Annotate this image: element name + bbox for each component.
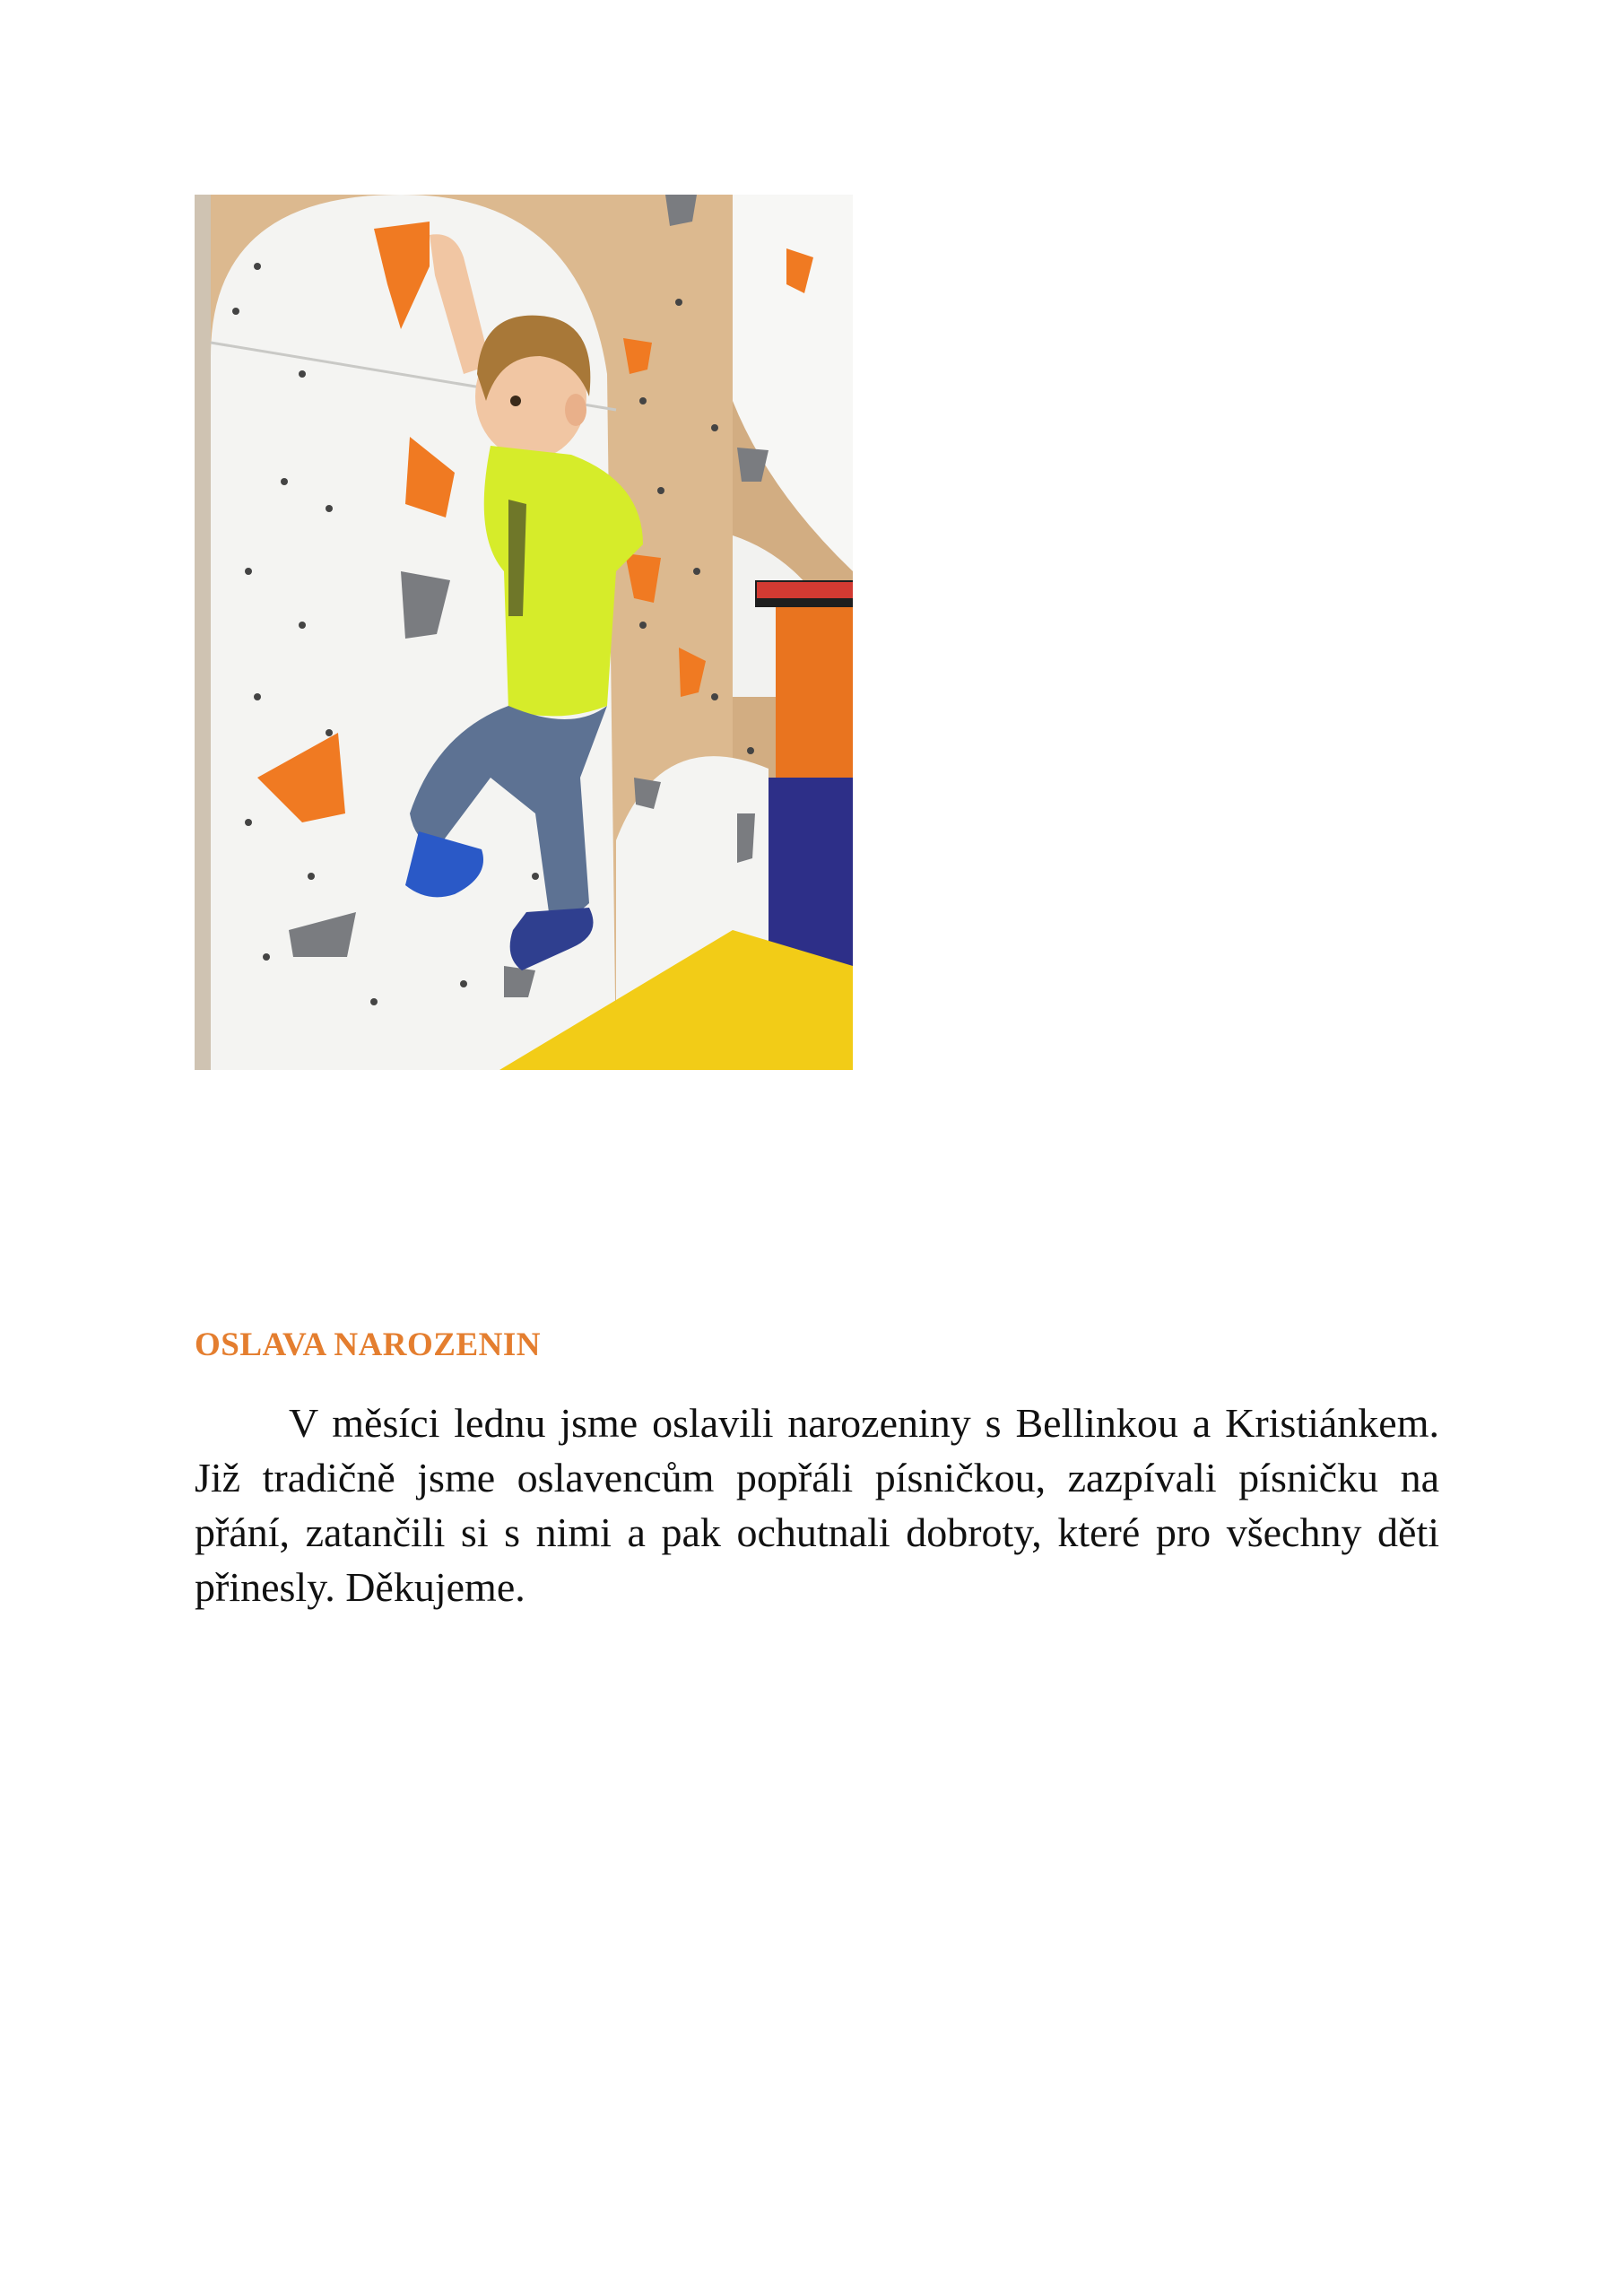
article-paragraph: V měsíci lednu jsme oslavili narozeniny s Bellinkou a Kristiánkem. Již tradičně jsme oslavencům popřáli písničkou, zazpívali písničku na přání, zatančili si s nimi a pak ochutnali dobroty, které pro všechny děti přinesly. Děkujeme. bbox=[195, 1400, 1439, 1610]
photo-child-climbing-wall bbox=[195, 195, 853, 1070]
section-heading: OSLAVA NAROZENIN bbox=[195, 1326, 542, 1363]
